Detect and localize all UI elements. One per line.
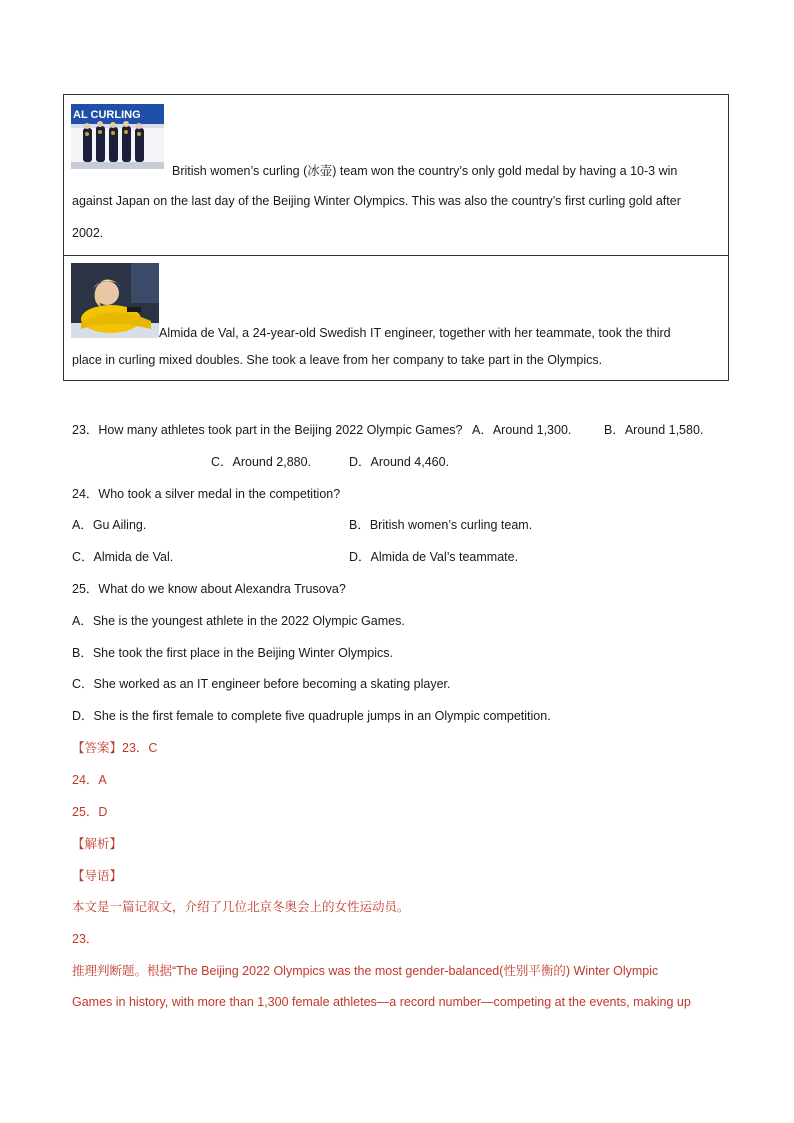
guide-heading: 【导语】 [72, 869, 123, 883]
answer-25: 25．D [72, 805, 108, 819]
answer-label-line [72, 740, 157, 756]
q23-option-d: D．Around 4,460. [349, 455, 450, 469]
q24-option-d: D．Almida de Val’s teammate. [349, 550, 519, 564]
row1-line1: British women’s curling (冰壶) team won the country’s only gold medal by having a 10-3 win [172, 164, 678, 178]
q25-option-b: B．She took the first place in the Beijing Winter Olympics. [72, 646, 393, 660]
analysis-intro: 本文是一篇记叙文，介绍了几位北京冬奥会上的女性运动员。 [72, 900, 410, 914]
q24-option-a: A．Gu Ailing. [72, 518, 147, 532]
answer-24: 24．A [72, 773, 107, 787]
row1-line2: against Japan on the last day of the Beijing Winter Olympics. This was also the country’s first curling gold after [72, 194, 681, 208]
q23-option-c: C．Around 2,880. [211, 455, 312, 469]
q24-option-b: B．British women’s curling team. [349, 518, 533, 532]
q23-stem: 23．How many athletes took part in the Beijing 2022 Olympic Games? [72, 423, 463, 437]
row1-line3: 2002. [72, 226, 104, 240]
row2-line2: place in curling mixed doubles. She took a leave from her company to take part in the Olympics. [72, 353, 603, 367]
row-divider [64, 255, 728, 256]
banner-text: AL CURLING [73, 109, 141, 121]
analysis-23-line1: 推理判断题。根据“The Beijing 2022 Olympics was the most gender-balanced(性别平衡的) Winter Olympic [72, 964, 659, 978]
q25-stem: 25．What do we know about Alexandra Trusova? [72, 582, 346, 596]
q23-option-a: A．Around 1,300. [472, 423, 572, 437]
analysis-23-line2: Games in history, with more than 1,300 female athletes—a record number—competing at the events, making up [72, 995, 691, 1009]
q23-option-b: B．Around 1,580. [604, 423, 704, 437]
almida-de-val-photo [71, 263, 159, 338]
analysis-heading: 【解析】 [72, 837, 123, 851]
q24-option-c: C．Almida de Val. [72, 550, 174, 564]
q25-option-a: A．She is the youngest athlete in the 2022 Olympic Games. [72, 614, 405, 628]
curling-team-photo [71, 104, 164, 169]
row2-line1: Almida de Val, a 24-year-old Swedish IT engineer, together with her teammate, took the third [159, 326, 671, 340]
q25-option-c: C．She worked as an IT engineer before becoming a skating player. [72, 677, 451, 691]
answer-label: 【答案】 [72, 741, 123, 755]
q24-stem: 24．Who took a silver medal in the competition? [72, 487, 341, 501]
analysis-23-number: 23． [72, 932, 99, 946]
q25-option-d: D．She is the first female to complete five quadruple jumps in an Olympic competition. [72, 709, 551, 723]
answer-23: 23．C [122, 741, 158, 755]
